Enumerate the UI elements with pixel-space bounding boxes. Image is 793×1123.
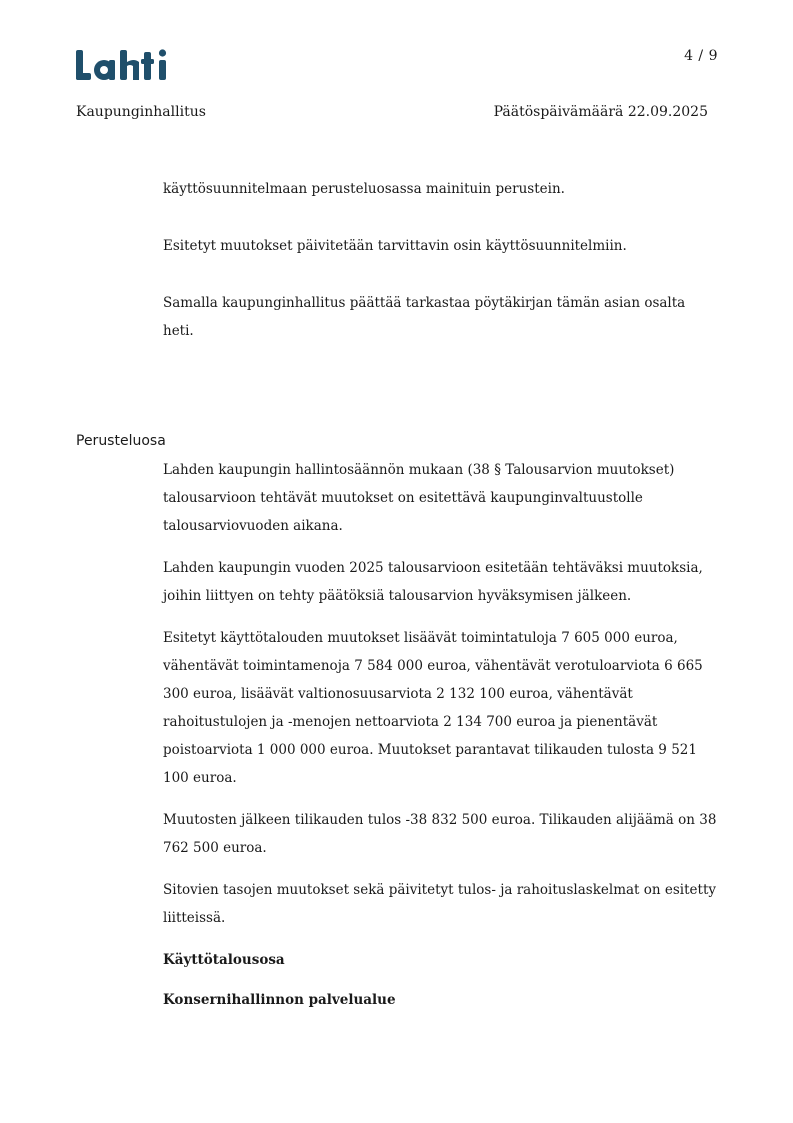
reasoning-paragraph: Esitetyt käyttötalouden muutokset lisäävät toimintatuloja 7 605 000 euroa, vähentävät toimintamenoja 7 584 000 euroa, vähentävät verotuloarviota 6 665 300 euroa, lisäävät valtionosuusarviota 2 132 100 euroa, vähentävät rahoitustulojen ja -menojen nettoarviota 2 134 700 euroa ja pienentävät poistoarviota 1 000 000 euroa. Muutokset parantavat tilikauden tulosta 9 521 100 euroa. — [163, 630, 703, 786]
reasoning-paragraph: Lahden kaupungin hallintosäännön mukaan (38 § Talousarvion muutokset) talousarvioon tehtävät muutokset on esitettävä kaupunginvaltuustolle talousarviovuoden aikana. — [163, 462, 675, 534]
organization-name: Kaupunginhallitus — [76, 104, 206, 120]
reasoning-paragraph: Muutosten jälkeen tilikauden tulos -38 832 500 euroa. Tilikauden alijäämä on 38 762 500 euroa. — [163, 812, 717, 856]
subheading-kayttotalousosa: Käyttötalousosa — [163, 952, 285, 968]
subheading-konsernihallinto: Konsernihallinnon palvelualue — [163, 992, 396, 1008]
reasoning-paragraph: Sitovien tasojen muutokset sekä päivitetyt tulos- ja rahoituslaskelmat on esitetty liitteissä. — [163, 882, 717, 926]
decision-date: Päätöspäivämäärä 22.09.2025 — [493, 104, 708, 120]
decision-paragraph: Samalla kaupunginhallitus päättää tarkastaa pöytäkirjan tämän asian osalta heti. — [163, 295, 686, 339]
lahti-logo — [76, 48, 168, 82]
decision-paragraph: käyttösuunnitelmaan perusteluosassa mainituin perustein. — [163, 181, 565, 197]
reasoning-paragraph: Lahden kaupungin vuoden 2025 talousarvioon esitetään tehtäväksi muutoksia, joihin liittyen on tehty päätöksiä talousarvion hyväksymisen jälkeen. — [163, 560, 703, 604]
section-heading-perusteluosa: Perusteluosa — [76, 433, 166, 449]
page-number: 4 / 9 — [684, 48, 718, 64]
decision-paragraph: Esitetyt muutokset päivitetään tarvittavin osin käyttösuunnitelmiin. — [163, 238, 627, 254]
